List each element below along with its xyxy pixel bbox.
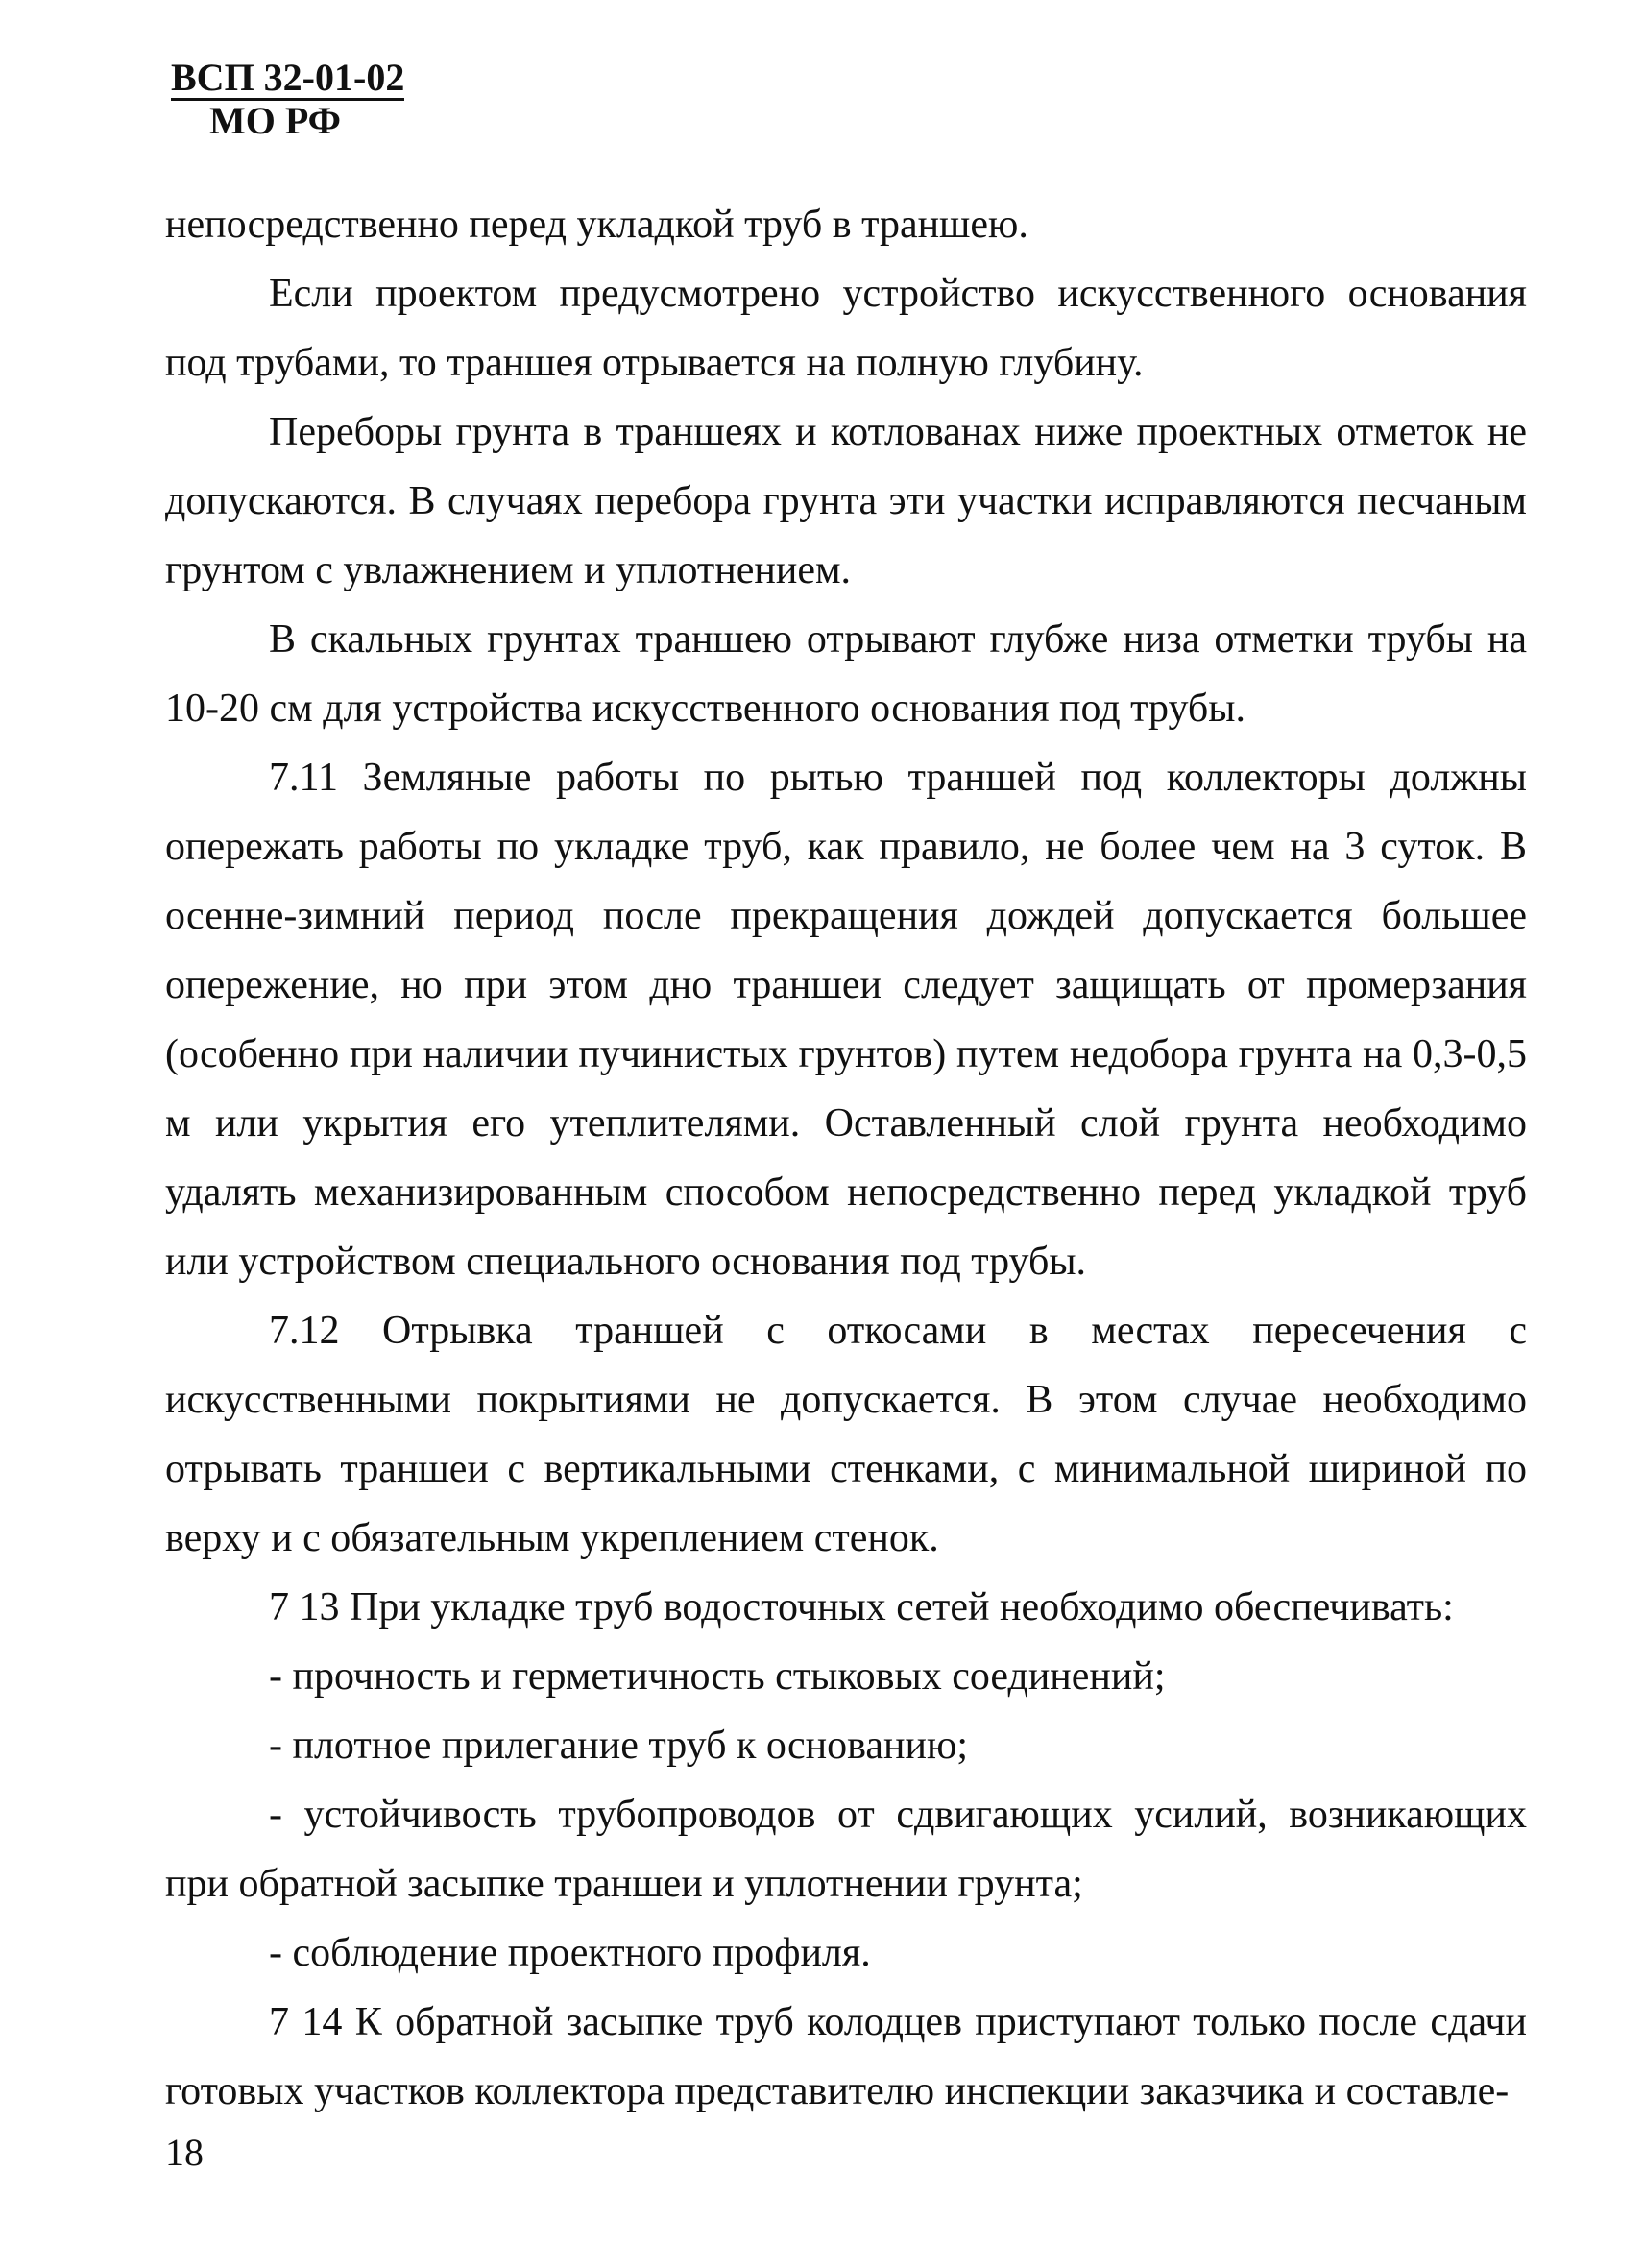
list-item: - плотное прилегание труб к основанию; bbox=[269, 1724, 968, 1768]
organization-label: МО РФ bbox=[209, 99, 341, 142]
document-body bbox=[165, 190, 1527, 2126]
document-header bbox=[171, 56, 404, 141]
list-item: - прочность и герметичность стыковых соединений; bbox=[269, 1654, 1166, 1699]
list-item: - соблюдение проектного профиля. bbox=[269, 1931, 871, 1975]
paragraph-7-11: 7.11 Земляные работы по рытью траншей под коллекторы должны опережать работы по укладке труб, как правило, не более чем на 3 суток. В осенне-зимний период после прекращения дождей допускается большее опережение, но при этом дно траншеи следует защищать от промерзания (особенно при наличии пучинистых грунтов) путем недобора грунта на 0,3-0,5 м или укрытия его утеплителями. Оставленный слой грунта необходимо удалять механизированным способом непосредственно перед укладкой труб или устройством специального основания под трубы. bbox=[165, 756, 1527, 1284]
list-item: - устойчивость трубопроводов от сдвигающих усилий, возникающих при обратной засыпке траншеи и уплотнении грунта; bbox=[165, 1793, 1527, 1906]
page-number: 18 bbox=[165, 2131, 204, 2174]
standard-code: ВСП 32-01-02 bbox=[171, 56, 405, 99]
paragraph: Переборы грунта в траншеях и котлованах ниже проектных отметок не допускаются. В случаях перебора грунта эти участки исправляются песчаным грунтом с увлажнением и уплотнением. bbox=[165, 410, 1527, 592]
paragraph-7-14: 7 14 К обратной засыпке труб колодцев приступают только после сдачи готовых участков коллектора представителю инспекции заказчика и составле- bbox=[165, 2000, 1527, 2113]
paragraph-7-13: 7 13 При укладке труб водосточных сетей необходимо обеспечивать: bbox=[269, 1585, 1454, 1629]
paragraph: В скальных грунтах траншею отрывают глубже низа отметки трубы на 10-20 см для устройства искусственного основания под трубы. bbox=[165, 617, 1527, 731]
paragraph: непосредственно перед укладкой труб в траншею. bbox=[165, 203, 1028, 247]
paragraph-7-12: 7.12 Отрывка траншей с откосами в местах пересечения с искусственными покрытиями не допускается. В этом случае необходимо отрывать траншеи с вертикальными стенками, с минимальной шириной по верху и с обязательным укреплением стенок. bbox=[165, 1309, 1527, 1560]
paragraph: Если проектом предусмотрено устройство искусственного основания под трубами, то траншея отрывается на полную глубину. bbox=[165, 272, 1527, 385]
